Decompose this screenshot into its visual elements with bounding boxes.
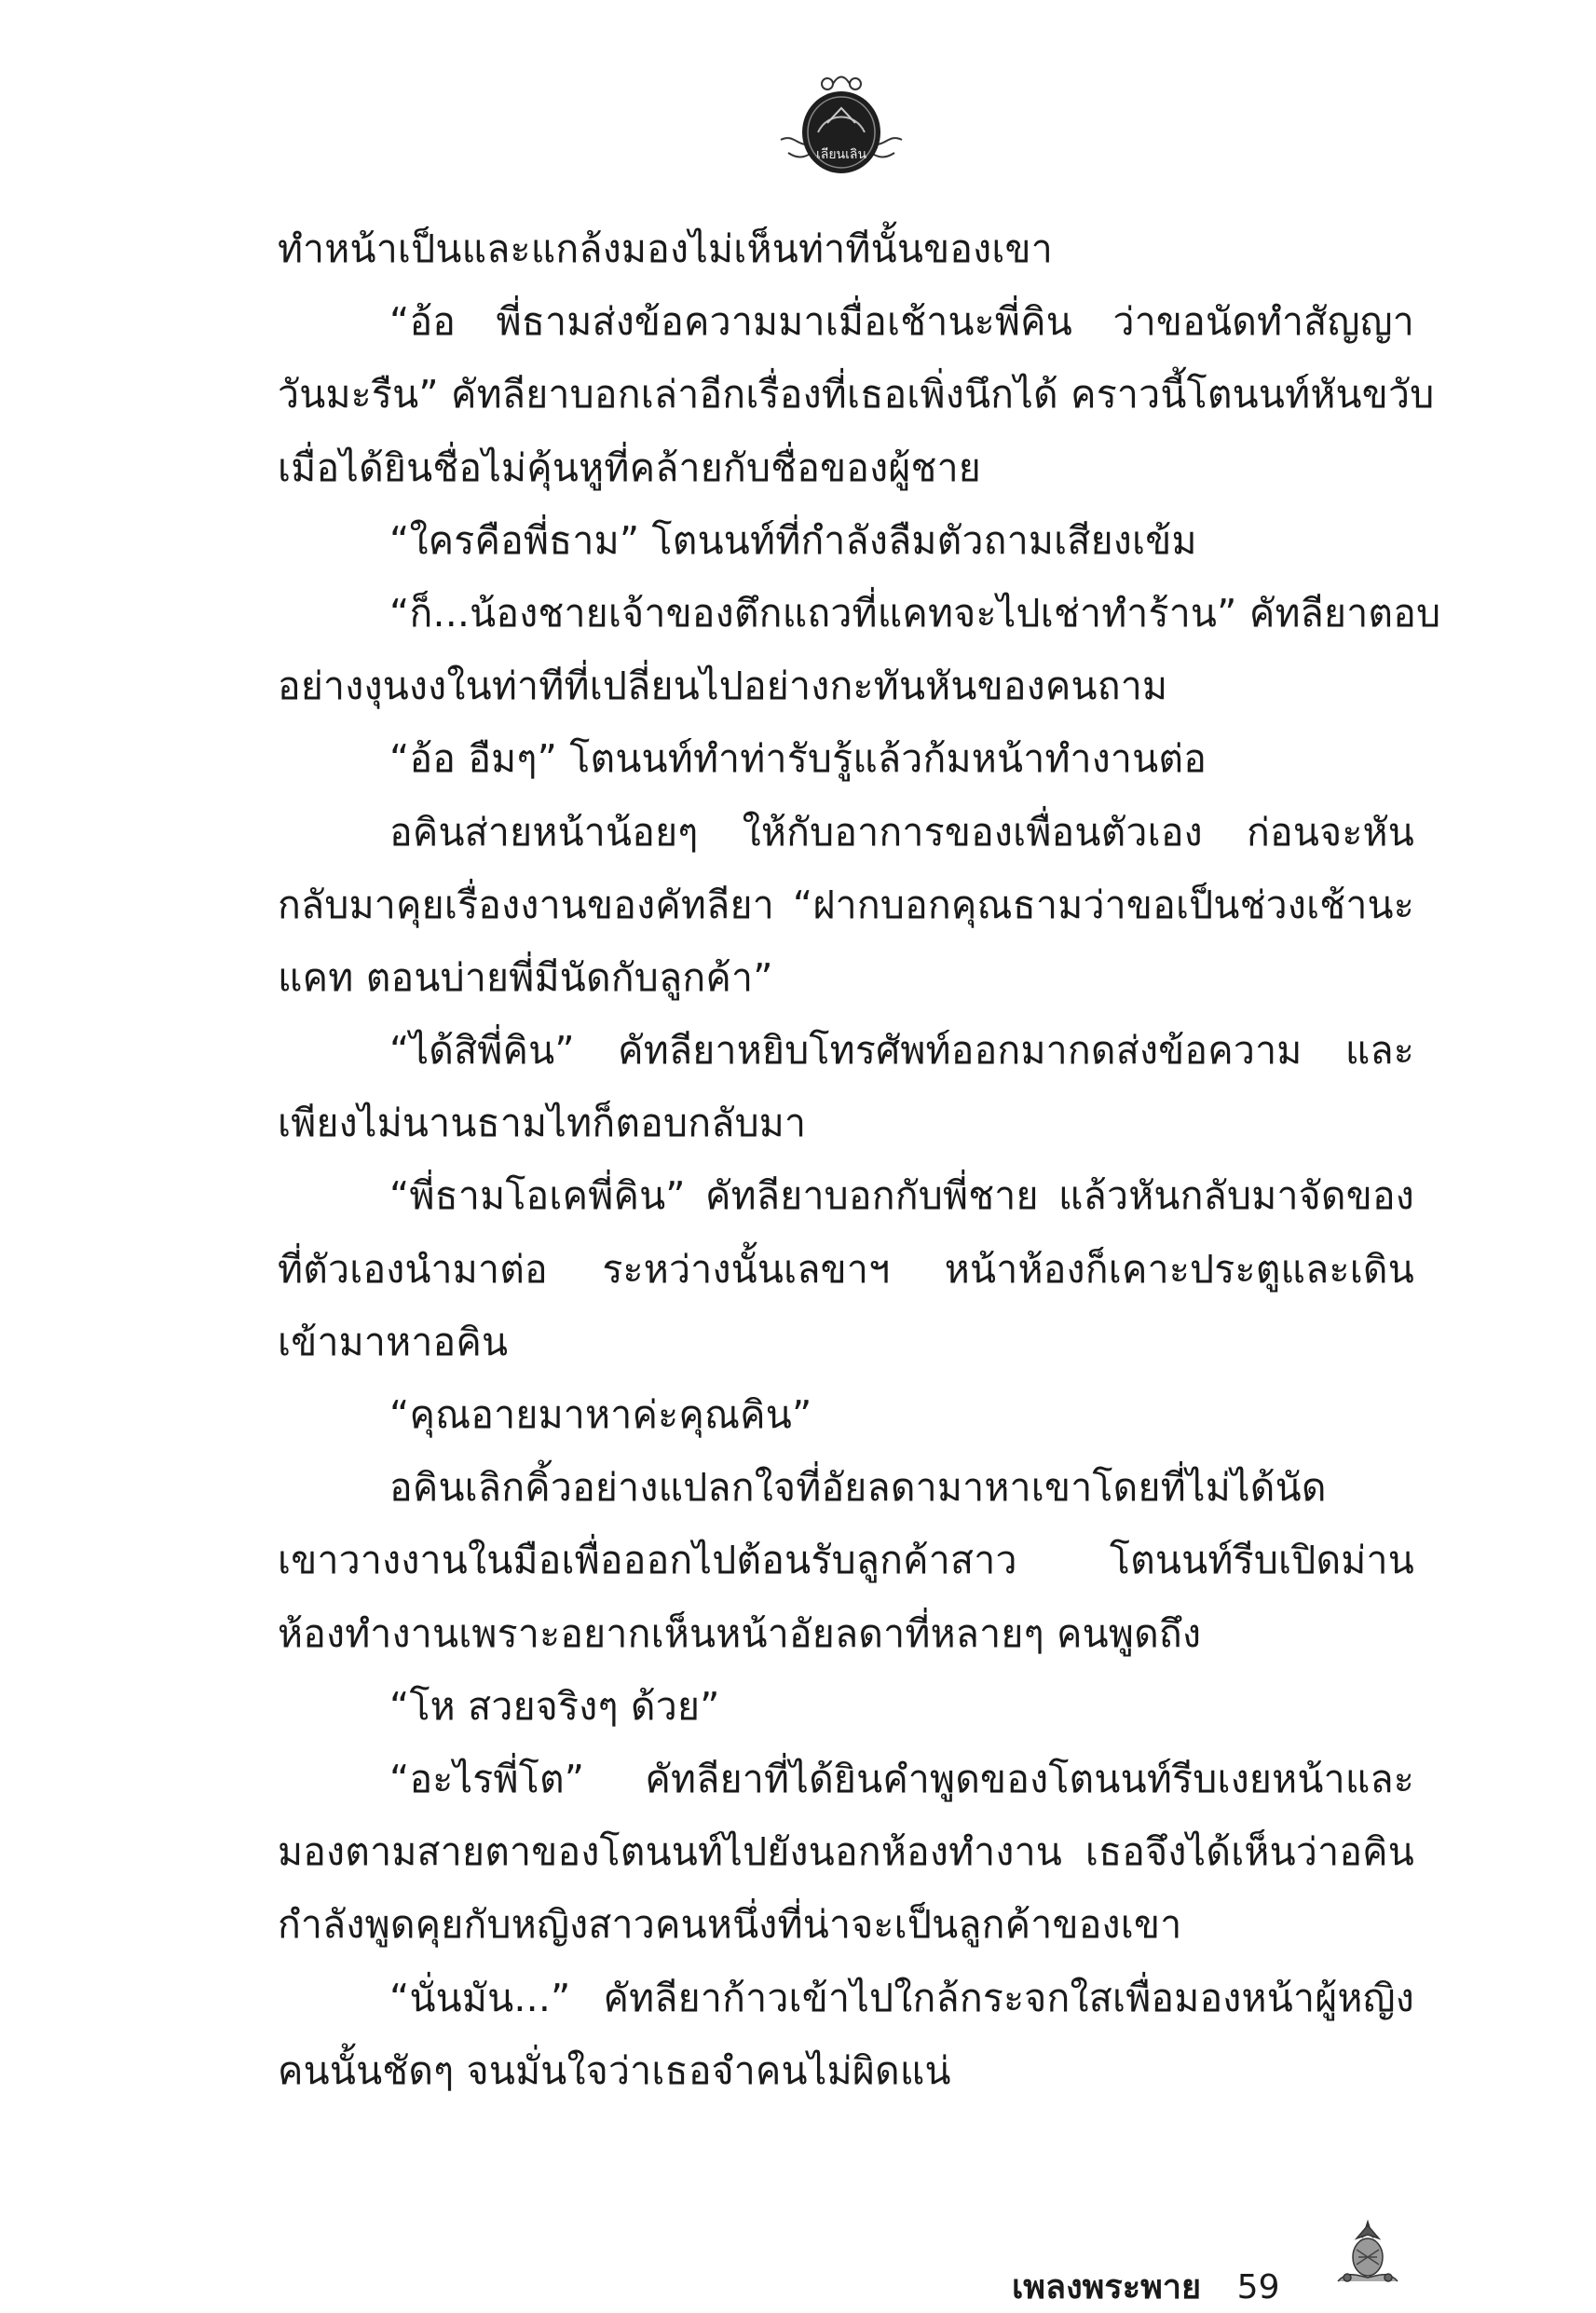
- text-line: “อะไรพี่โต” คัทลียาที่ได้ยินคำพูดของโตนนท์รีบเงยหน้าและ: [389, 1756, 1414, 1801]
- text-line: “พี่ธามโอเคพี่คิน” คัทลียาบอกกับพี่ชาย แล้วหันกลับมาจัดของ: [389, 1173, 1414, 1219]
- text-line: คนนั้นชัดๆ จนมั่นใจว่าเธอจำคนไม่ผิดแน่: [278, 2047, 951, 2093]
- book-title: เพลงพระพาย: [1012, 2268, 1202, 2306]
- page-number: 59: [1236, 2268, 1280, 2306]
- text-line: เข้ามาหาอคิน: [278, 1319, 509, 1364]
- text-line: “นั่นมัน...” คัทลียาก้าวเข้าไปใกล้กระจกใสเพื่อมองหน้าผู้หญิง: [389, 1975, 1414, 2020]
- text-line: “ก็...น้องชายเจ้าของตึกแถวที่แคทจะไปเช่าทำร้าน” คัทลียาตอบ: [389, 590, 1441, 636]
- page-footer: [1012, 2260, 1279, 2313]
- text-line: “คุณอายมาหาค่ะคุณคิน”: [389, 1392, 812, 1437]
- text-line: อคินส่ายหน้าน้อยๆ ให้กับอาการของเพื่อนตัวเอง ก่อนจะหัน: [389, 809, 1414, 855]
- logo-text: เลียนเลิน: [815, 147, 867, 162]
- text-line: แคท ตอนบ่ายพี่มีนัดกับลูกค้า”: [278, 954, 773, 1000]
- text-line: กำลังพูดคุยกับหญิงสาวคนหนึ่งที่น่าจะเป็นลูกค้าของเขา: [278, 1902, 1182, 1948]
- text-line: เพียงไม่นานธามไทก็ตอบกลับมา: [278, 1101, 807, 1146]
- text-line: “อ้อ พี่ธามส่งข้อความมาเมื่อเช้านะพี่คิน ว่าขอนัดทำสัญญา: [389, 299, 1414, 345]
- text-line: อคินเลิกคิ้วอย่างแปลกใจที่อัยลดามาหาเขาโดยที่ไม่ได้นัด: [389, 1465, 1327, 1511]
- text-line: ทำหน้าเป็นและแกล้งมองไม่เห็นท่าทีนั้นของเขา: [278, 226, 1054, 271]
- body-text: [278, 212, 1441, 2107]
- text-line: “อ้อ อืมๆ” โตนนท์ทำท่ารับรู้แล้วก้มหน้าทำงานต่อ: [389, 736, 1207, 782]
- pineapple-ornament-icon: [1330, 2216, 1405, 2291]
- text-line: เขาวางงานในมือเพื่อออกไปต้อนรับลูกค้าสาว โตนนท์รีบเปิดม่าน: [278, 1538, 1414, 1583]
- text-line: ที่ตัวเองนำมาต่อ ระหว่างนั้นเลขาฯ หน้าห้องก็เคาะประตูและเดิน: [278, 1246, 1414, 1292]
- text-line: “ได้สิพี่คิน” คัทลียาหยิบโทรศัพท์ออกมากดส่งข้อความ และ: [389, 1028, 1414, 1074]
- text-line: กลับมาคุยเรื่องงานของคัทลียา “ฝากบอกคุณธามว่าขอเป็นช่วงเช้านะ: [278, 882, 1414, 927]
- text-line: เมื่อได้ยินชื่อไม่คุ้นหูที่คล้ายกับชื่อของผู้ชาย: [278, 445, 982, 490]
- text-line: “โห สวยจริงๆ ด้วย”: [389, 1683, 720, 1729]
- text-line: มองตามสายตาของโตนนท์ไปยังนอกห้องทำงาน เธอจึงได้เห็นว่าอคิน: [278, 1829, 1414, 1875]
- text-line: “ใครคือพี่ธาม” โตนนท์ที่กำลังลืมตัวถามเสียงเข้ม: [389, 517, 1197, 563]
- text-line: อย่างงุนงงในท่าทีที่เปลี่ยนไปอย่างกะทันหันของคนถาม: [278, 664, 1168, 709]
- text-line: ห้องทำงานเพราะอยากเห็นหน้าอัยลดาที่หลายๆ คนพูดถึง: [278, 1610, 1202, 1656]
- text-line: วันมะรืน” คัทลียาบอกเล่าอีกเรื่องที่เธอเพิ่งนึกได้ คราวนี้โตนนท์หันขวับ: [278, 372, 1435, 417]
- header-logo-ornament: [771, 67, 911, 188]
